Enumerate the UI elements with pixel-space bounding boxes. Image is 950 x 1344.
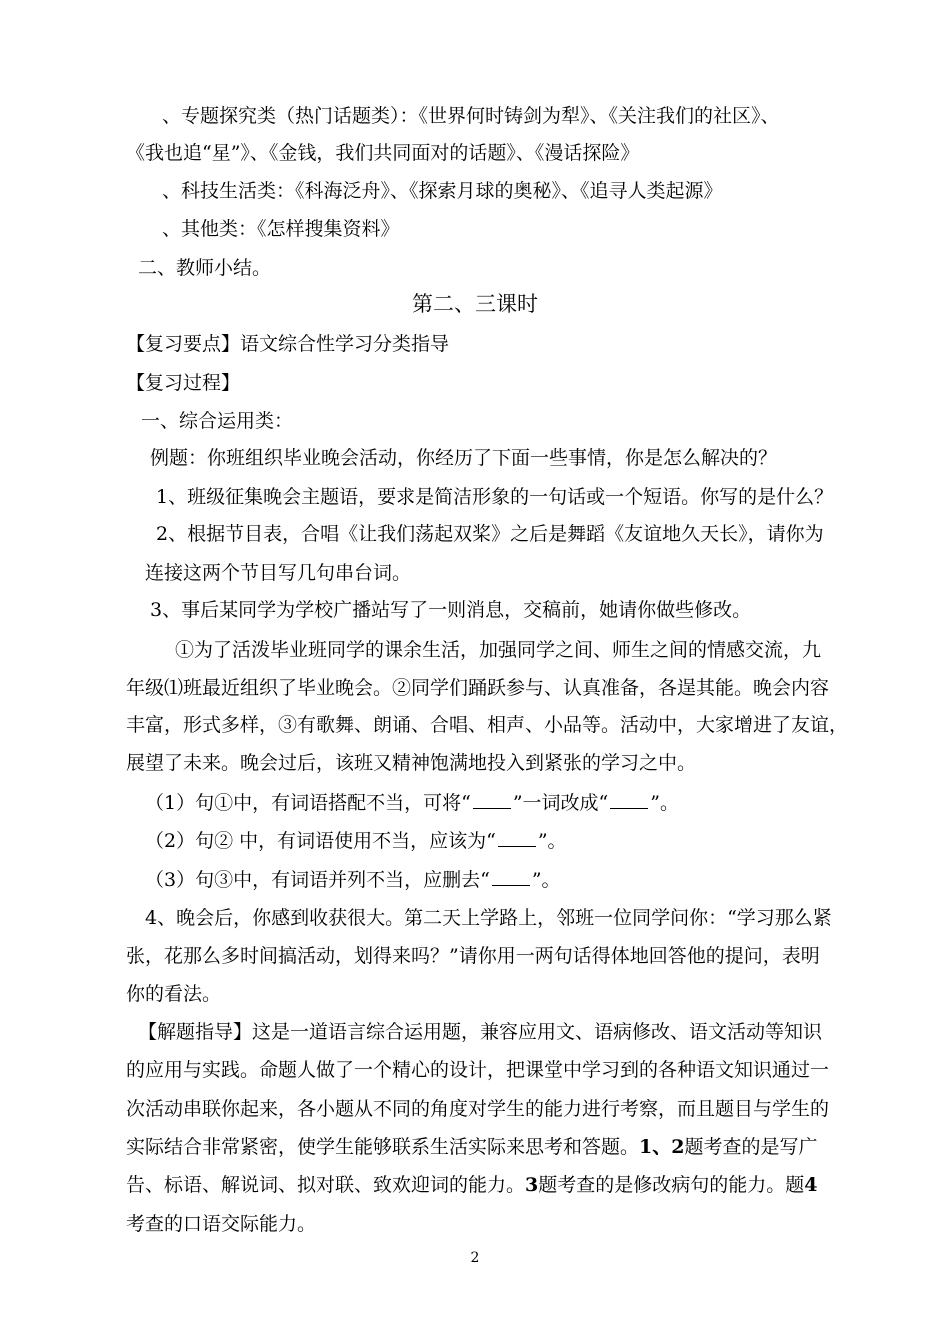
question-text: ”。 bbox=[650, 792, 679, 814]
text-line: 张，花那么多时间搞活动，划得来吗？”请你用一两句话得体地回答他的提问，表明 bbox=[126, 945, 820, 967]
text-line: 次活动串联你起来，各小题从不同的角度对学生的能力进行考察，而且题目与学生的 bbox=[126, 1098, 830, 1120]
text-line: ①为了活泼毕业班同学的课余生活，加强同学之间、师生之间的情感交流，九 bbox=[175, 639, 822, 661]
text-line: 【复习过程】 bbox=[126, 372, 241, 394]
text-line: 4、晚会后，你感到收获很大。第二天上学路上，邻班一位同学问你：“学习那么紧 bbox=[145, 907, 832, 929]
question-text: （3）句③中，有词语并列不当，应删去“ bbox=[145, 869, 490, 891]
question-text: ”一词改成“ bbox=[512, 792, 609, 814]
text-line: 一、综合运用类： bbox=[141, 410, 294, 432]
text-line: 年级⑴班最近组织了毕业晚会。②同学们踊跃参与、认真准备，各逞其能。晚会内容 bbox=[126, 677, 830, 699]
text-line: 《我也追“星”》、《金钱，我们共同面对的话题》、《漫话探险》 bbox=[126, 142, 640, 164]
bold-number: 4 bbox=[804, 1174, 818, 1196]
text-line: 2、根据节目表，合唱《让我们荡起双桨》之后是舞蹈《友谊地久天长》，请你为 bbox=[156, 523, 824, 545]
text-line: 1、班级征集晚会主题语，要求是简洁形象的一句话或一个短语。你写的是什么？ bbox=[156, 486, 834, 508]
answer-blank[interactable] bbox=[498, 828, 536, 847]
page-number: 2 bbox=[470, 1250, 480, 1266]
answer-blank[interactable] bbox=[473, 790, 511, 809]
text-line: 二、教师小结。 bbox=[138, 257, 272, 279]
bold-number: 3 bbox=[525, 1174, 539, 1196]
question-line bbox=[0, 790, 950, 815]
text-line bbox=[0, 1135, 950, 1159]
text-run: 题考查的是写广 bbox=[684, 1136, 818, 1158]
text-line: 【复习要点】语文综合性学习分类指导 bbox=[126, 333, 450, 355]
text-run: 题考查的是修改病句的能力。题 bbox=[538, 1174, 805, 1196]
question-line bbox=[0, 867, 950, 892]
question-line bbox=[0, 828, 950, 853]
text-line bbox=[0, 1173, 950, 1197]
text-line: 考查的口语交际能力。 bbox=[126, 1213, 317, 1235]
text-line: 、专题探究类（热门话题类）：《世界何时铸剑为犁》、《关注我们的社区》、 bbox=[162, 105, 780, 127]
text-line: 【解题指导】这是一道语言综合运用题，兼容应用文、语病修改、语文活动等知识 bbox=[138, 1021, 823, 1043]
text-line: 丰富，形式多样，③有歌舞、朗诵、合唱、相声、小品等。活动中，大家增进了友谊， bbox=[126, 714, 849, 736]
text-run: 告、标语、解说词、拟对联、致欢迎词的能力。 bbox=[126, 1174, 526, 1196]
question-text: ”。 bbox=[531, 869, 561, 891]
text-run: 实际结合非常紧密，使学生能够联系生活实际来思考和答题。 bbox=[126, 1136, 640, 1158]
text-line: 、其他类：《怎样搜集资料》 bbox=[162, 218, 400, 240]
question-text: （1）句①中，有词语搭配不当，可将“ bbox=[145, 792, 471, 814]
section-heading: 第二、三课时 bbox=[412, 292, 538, 316]
answer-blank[interactable] bbox=[492, 867, 530, 886]
text-line: 例题：你班组织毕业晚会活动，你经历了下面一些事情，你是怎么解决的？ bbox=[150, 447, 778, 469]
text-line: 、科技生活类：《科海泛舟》、《探索月球的奥秘》、《追寻人类起源》 bbox=[162, 180, 723, 202]
question-text: ”。 bbox=[537, 830, 567, 852]
bold-number: 1、2 bbox=[639, 1136, 685, 1158]
text-line: 的应用与实践。命题人做了一个精心的设计，把课堂中学习到的各种语文知识通过一 bbox=[126, 1059, 830, 1081]
text-line: 你的看法。 bbox=[126, 983, 222, 1005]
text-line: 展望了未来。晚会过后，该班又精神饱满地投入到紧张的学习之中。 bbox=[126, 752, 697, 774]
text-line: 连接这两个节目写几句串台词。 bbox=[145, 562, 412, 584]
text-line: 3、事后某同学为学校广播站写了一则消息，交稿前，她请你做些修改。 bbox=[150, 599, 752, 621]
question-text: （2）句② 中，有词语使用不当，应该为“ bbox=[145, 830, 496, 852]
answer-blank[interactable] bbox=[610, 790, 648, 809]
